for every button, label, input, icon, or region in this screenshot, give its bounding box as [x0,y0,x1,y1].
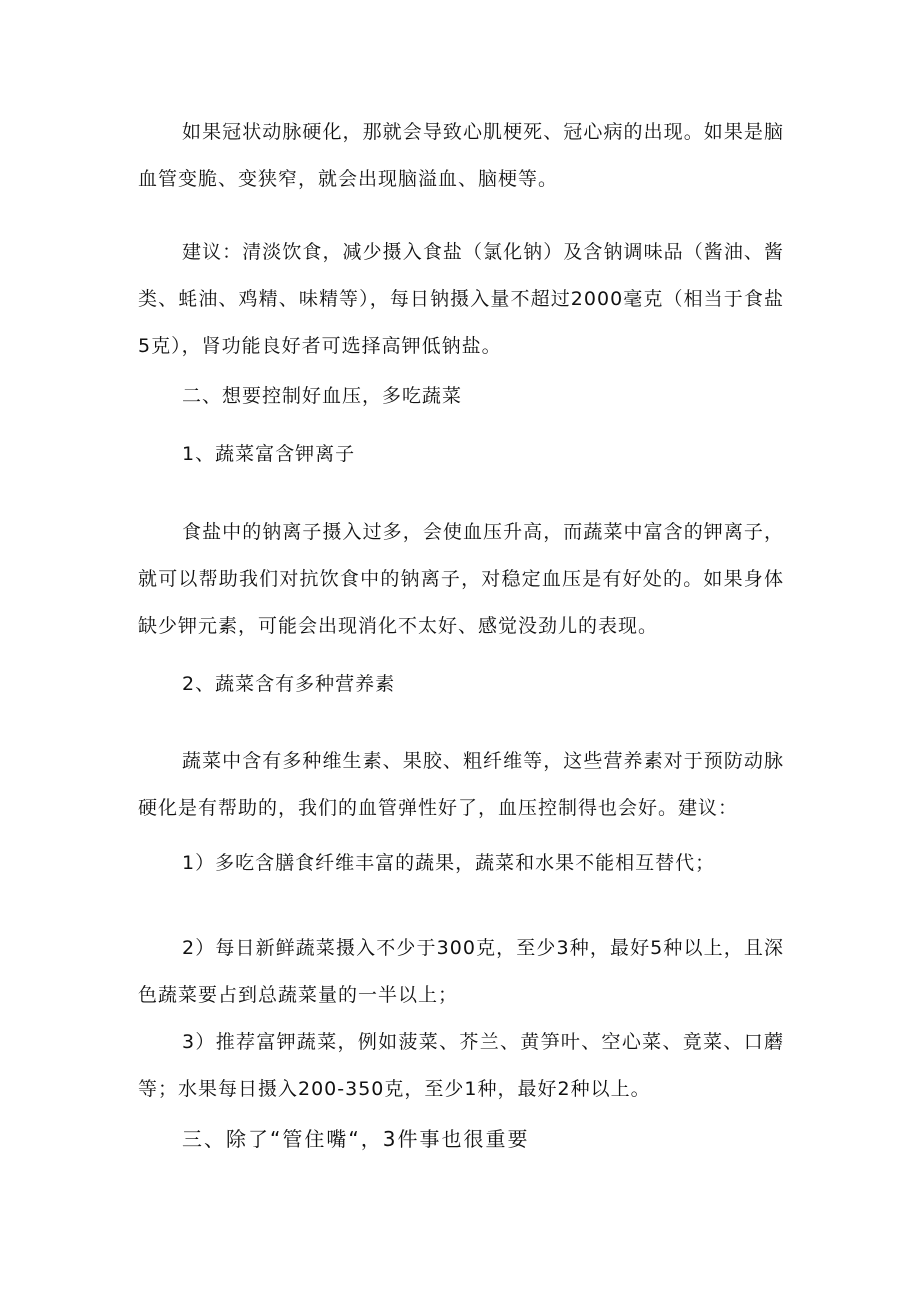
subheading-potassium: 1、蔬菜富含钾离子 [182,443,356,465]
list-item-2: 2）每日新鲜蔬菜摄入不少于300克，至少3种，最好5种以上，且深色蔬菜要占到总蔬菜量的一半以上； [138,937,784,1006]
list-item-3: 3）推荐富钾蔬菜，例如菠菜、芥兰、黄笋叶、空心菜、竟菜、口蘑等；水果每日摄入200-350克，至少1种，最好2种以上。 [138,1031,784,1100]
paragraph-coronary: 如果冠状动脉硬化，那就会导致心肌梗死、冠心病的出现。如果是脑血管变脆、变狭窄，就会出现脑溢血、脑梗等。 [138,121,784,190]
section-heading-vegetables: 二、想要控制好血压，多吃蔬菜 [182,385,463,407]
subheading-nutrients: 2、蔬菜含有多种营养素 [182,673,396,695]
paragraph-potassium: 食盐中的钠离子摄入过多，会使血压升高，而蔬菜中富含的钾离子，就可以帮助我们对抗饮食中的钠离子，对稳定血压是有好处的。如果身体缺少钾元素，可能会出现消化不太好、感觉没劲儿的表现。 [138,521,784,637]
paragraph-suggestion-salt: 建议：清淡饮食，减少摄入食盐（氯化钠）及含钠调味品（酱油、酱类、蚝油、鸡精、味精等），每日钠摄入量不超过2000毫克（相当于食盐5克），肾功能良好者可选择高钾低钠盐。 [138,241,784,357]
section-heading-three-things: 三、除了“管住嘴“，3件事也很重要 [182,1127,530,1151]
paragraph-nutrients: 蔬菜中含有多种维生素、果胶、粗纤维等，这些营养素对于预防动脉硬化是有帮助的，我们的血管弹性好了，血压控制得也会好。建议： [138,750,784,819]
list-item-1: 1）多吃含膳食纤维丰富的蔬果，蔬菜和水果不能相互替代； [182,852,716,874]
